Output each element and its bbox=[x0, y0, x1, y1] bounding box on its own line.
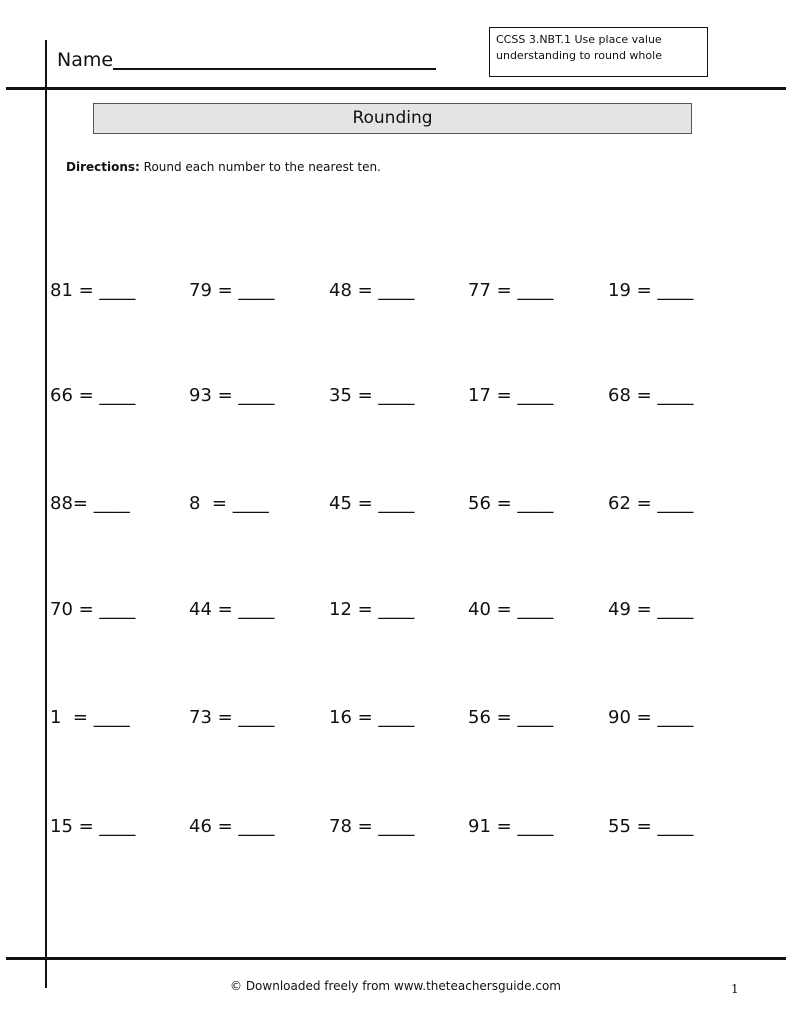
problem-item[interactable]: 15 = ____ bbox=[50, 816, 136, 837]
problem-item[interactable]: 56 = ____ bbox=[468, 707, 554, 728]
page-title: Rounding bbox=[93, 103, 692, 134]
problem-item[interactable]: 77 = ____ bbox=[468, 280, 554, 301]
problem-item[interactable]: 46 = ____ bbox=[189, 816, 275, 837]
problem-item[interactable]: 78 = ____ bbox=[329, 816, 415, 837]
problem-item[interactable]: 16 = ____ bbox=[329, 707, 415, 728]
problem-item[interactable]: 73 = ____ bbox=[189, 707, 275, 728]
name-label: Name bbox=[57, 49, 114, 71]
problem-item[interactable]: 70 = ____ bbox=[50, 599, 136, 620]
problem-item[interactable]: 35 = ____ bbox=[329, 385, 415, 406]
problem-item[interactable]: 8 = ____ bbox=[189, 493, 269, 514]
standard-box bbox=[489, 27, 708, 77]
problem-item[interactable]: 17 = ____ bbox=[468, 385, 554, 406]
problem-item[interactable]: 55 = ____ bbox=[608, 816, 694, 837]
problem-item[interactable]: 91 = ____ bbox=[468, 816, 554, 837]
problem-item[interactable]: 40 = ____ bbox=[468, 599, 554, 620]
problem-item[interactable]: 48 = ____ bbox=[329, 280, 415, 301]
problem-item[interactable]: 44 = ____ bbox=[189, 599, 275, 620]
footer-credit: © Downloaded freely from www.theteachersguide.com bbox=[230, 979, 561, 993]
standard-line-1: CCSS 3.NBT.1 Use place value bbox=[496, 33, 662, 46]
problem-item[interactable]: 93 = ____ bbox=[189, 385, 275, 406]
directions-text: Round each number to the nearest ten. bbox=[139, 160, 381, 174]
problem-item[interactable]: 62 = ____ bbox=[608, 493, 694, 514]
problem-item[interactable]: 66 = ____ bbox=[50, 385, 136, 406]
footer-rule bbox=[6, 957, 786, 960]
problem-item[interactable]: 90 = ____ bbox=[608, 707, 694, 728]
problem-item[interactable]: 1 = ____ bbox=[50, 707, 130, 728]
problem-item[interactable]: 88= ____ bbox=[50, 493, 130, 514]
page-number: 1 bbox=[731, 982, 739, 996]
problem-item[interactable]: 12 = ____ bbox=[329, 599, 415, 620]
problem-item[interactable]: 81 = ____ bbox=[50, 280, 136, 301]
problem-item[interactable]: 45 = ____ bbox=[329, 493, 415, 514]
directions bbox=[66, 159, 381, 175]
header-rule bbox=[6, 87, 786, 90]
margin-vertical-rule bbox=[45, 40, 47, 988]
directions-label: Directions: bbox=[66, 160, 140, 174]
problem-item[interactable]: 19 = ____ bbox=[608, 280, 694, 301]
name-blank-line[interactable] bbox=[113, 68, 436, 70]
problem-item[interactable]: 56 = ____ bbox=[468, 493, 554, 514]
problem-item[interactable]: 68 = ____ bbox=[608, 385, 694, 406]
standard-line-2: understanding to round whole bbox=[496, 49, 662, 62]
problem-item[interactable]: 49 = ____ bbox=[608, 599, 694, 620]
problem-item[interactable]: 79 = ____ bbox=[189, 280, 275, 301]
